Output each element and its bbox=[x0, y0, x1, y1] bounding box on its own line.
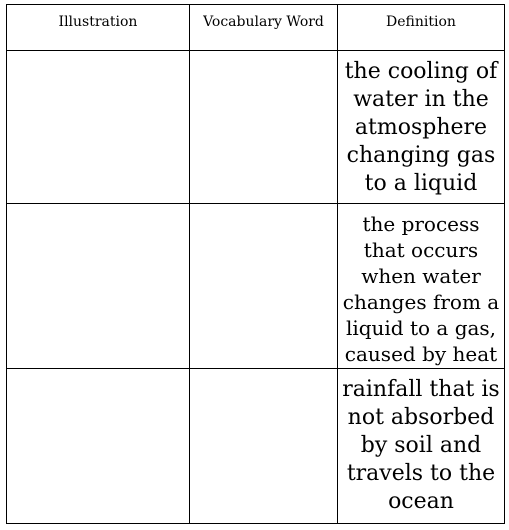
definition-cell bbox=[338, 369, 505, 524]
definition-text: the cooling of water in the atmosphere changing gas to a liquid bbox=[344, 59, 498, 196]
vocabulary-word-cell[interactable] bbox=[190, 204, 338, 369]
table-header-row bbox=[7, 5, 505, 51]
illustration-cell[interactable] bbox=[7, 369, 190, 524]
definition-text: the process that occurs when water changes from a liquid to a gas, caused by heat bbox=[342, 212, 500, 366]
vocabulary-table bbox=[6, 4, 505, 524]
illustration-cell[interactable] bbox=[7, 204, 190, 369]
illustration-cell[interactable] bbox=[7, 51, 190, 204]
table-row bbox=[7, 51, 505, 204]
definition-text: rainfall that is not absorbed by soil and travels to the ocean bbox=[342, 377, 500, 514]
header-illustration: Illustration bbox=[7, 5, 190, 51]
table-row bbox=[7, 204, 505, 369]
header-definition: Definition bbox=[338, 5, 505, 51]
definition-cell bbox=[338, 51, 505, 204]
vocabulary-word-cell[interactable] bbox=[190, 369, 338, 524]
table-row bbox=[7, 369, 505, 524]
vocabulary-word-cell[interactable] bbox=[190, 51, 338, 204]
definition-cell bbox=[338, 204, 505, 369]
header-vocabulary-word: Vocabulary Word bbox=[190, 5, 338, 51]
